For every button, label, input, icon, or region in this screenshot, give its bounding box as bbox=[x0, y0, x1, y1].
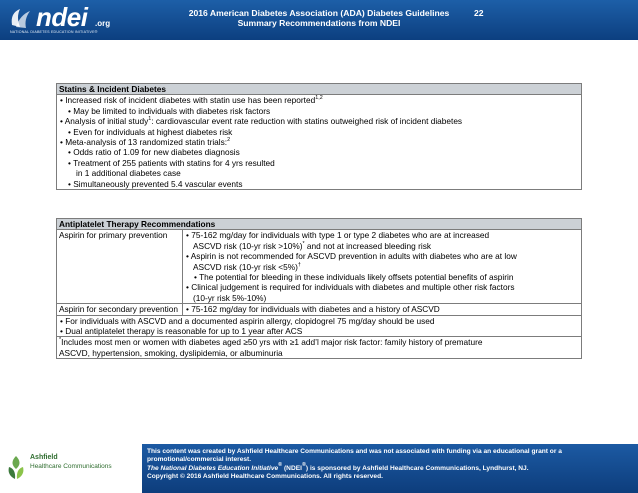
list-item: • Odds ratio of 1.09 for new diabetes diagnosis bbox=[68, 147, 240, 158]
list-item: • For individuals with ASCVD and a documented aspirin allergy, clopidogrel 75 mg/day should be used bbox=[60, 315, 435, 326]
disclaimer-line-1: This content was created by Ashfield Healthcare Communications and was not associated with funding via an educational grant or a bbox=[147, 448, 562, 455]
ashfield-name: Ashfield bbox=[30, 454, 58, 461]
page-title bbox=[0, 8, 638, 28]
statins-table bbox=[56, 83, 582, 190]
list-item: • Even for individuals at highest diabetes risk bbox=[68, 126, 233, 137]
ashfield-logo-icon bbox=[6, 455, 26, 481]
statins-heading: Statins & Incident Diabetes bbox=[57, 84, 582, 95]
list-item: • Meta-analysis of 13 randomized statin trials:$^2$ bbox=[60, 137, 231, 148]
secondary-prevention-content bbox=[183, 304, 582, 315]
list-item: • The potential for bleeding in these individuals likely offsets potential benefits of aspirin bbox=[194, 272, 514, 283]
statins-content bbox=[57, 95, 582, 190]
header-bar bbox=[0, 0, 638, 40]
logo-text: ndei bbox=[36, 2, 88, 32]
antiplatelet-heading: Antiplatelet Therapy Recommendations bbox=[57, 219, 582, 230]
list-item: • Increased risk of incident diabetes with statin use has been reported$^{1,2}$ bbox=[60, 95, 323, 106]
list-item: • Simultaneously prevented 5.4 vascular events bbox=[68, 178, 243, 189]
list-item: • 75-162 mg/day for individuals with diabetes and a history of ASCVD bbox=[186, 304, 440, 315]
list-item: • Analysis of initial study$^1$: cardiovascular event rate reduction with statins outweighed risk of incident diabetes bbox=[60, 116, 463, 127]
list-item: • Aspirin is not recommended for ASCVD prevention in adults with diabetes who are at low bbox=[186, 251, 517, 262]
list-item-continuation: ASCVD risk (10-yr risk >10%)* and not at increased bleeding risk bbox=[193, 240, 431, 251]
logo-org: .org bbox=[95, 19, 111, 28]
footnote: *Includes most men or women with diabetes aged ≥50 yrs with ≥1 add’l major risk factor: family history of premature bbox=[59, 337, 483, 348]
recommendations-row bbox=[57, 315, 582, 337]
title-line-2: Summary Recommendations from NDEI bbox=[237, 18, 401, 28]
ashfield-subtitle: Healthcare Communications bbox=[30, 463, 112, 470]
list-item: • Dual antiplatelet therapy is reasonable for up to 1 year after ACS bbox=[60, 326, 303, 337]
list-item-continuation: in 1 additional diabetes case bbox=[76, 168, 181, 179]
list-item: • Clinical judgement is required for individuals with diabetes and multiple other risk factors bbox=[186, 282, 515, 293]
antiplatelet-table bbox=[56, 218, 582, 359]
title-line-1: 2016 American Diabetes Association (ADA) Diabetes Guidelines bbox=[188, 8, 450, 18]
list-item: • 75-162 mg/day for individuals with type 1 or type 2 diabetes who are at increased bbox=[186, 230, 490, 241]
list-item: • Treatment of 255 patients with statins for 4 yrs resulted bbox=[68, 157, 275, 168]
list-item: • May be limited to individuals with diabetes risk factors bbox=[68, 105, 271, 116]
footnote-continuation: ASCVD, hypertension, smoking, dyslipidemia, or albuminuria bbox=[59, 347, 283, 358]
disclaimer-line-2: promotional/commercial interest. bbox=[147, 456, 252, 464]
disclaimer-line-3: The National Diabetes Education Initiative® (NDEI®) is sponsored by Ashfield Healthcare Communications, Lyndhurst, NJ. bbox=[147, 461, 529, 472]
copyright: Copyright © 2016 Ashfield Healthcare Communications. All rights reserved. bbox=[147, 472, 383, 480]
list-item-continuation: (10-yr risk 5%-10%) bbox=[193, 292, 267, 303]
primary-prevention-label: Aspirin for primary prevention bbox=[57, 230, 183, 304]
logo-tagline: NATIONAL DIABETES EDUCATION INITIATIVE® bbox=[10, 30, 98, 34]
secondary-prevention-label: Aspirin for secondary prevention bbox=[57, 304, 183, 315]
list-item-continuation: ASCVD risk (10-yr risk <5%)† bbox=[193, 261, 301, 272]
page-number: 22 bbox=[474, 8, 484, 18]
footer-disclaimer bbox=[142, 444, 638, 493]
primary-prevention-content bbox=[183, 230, 582, 304]
footnote-row bbox=[57, 337, 582, 359]
